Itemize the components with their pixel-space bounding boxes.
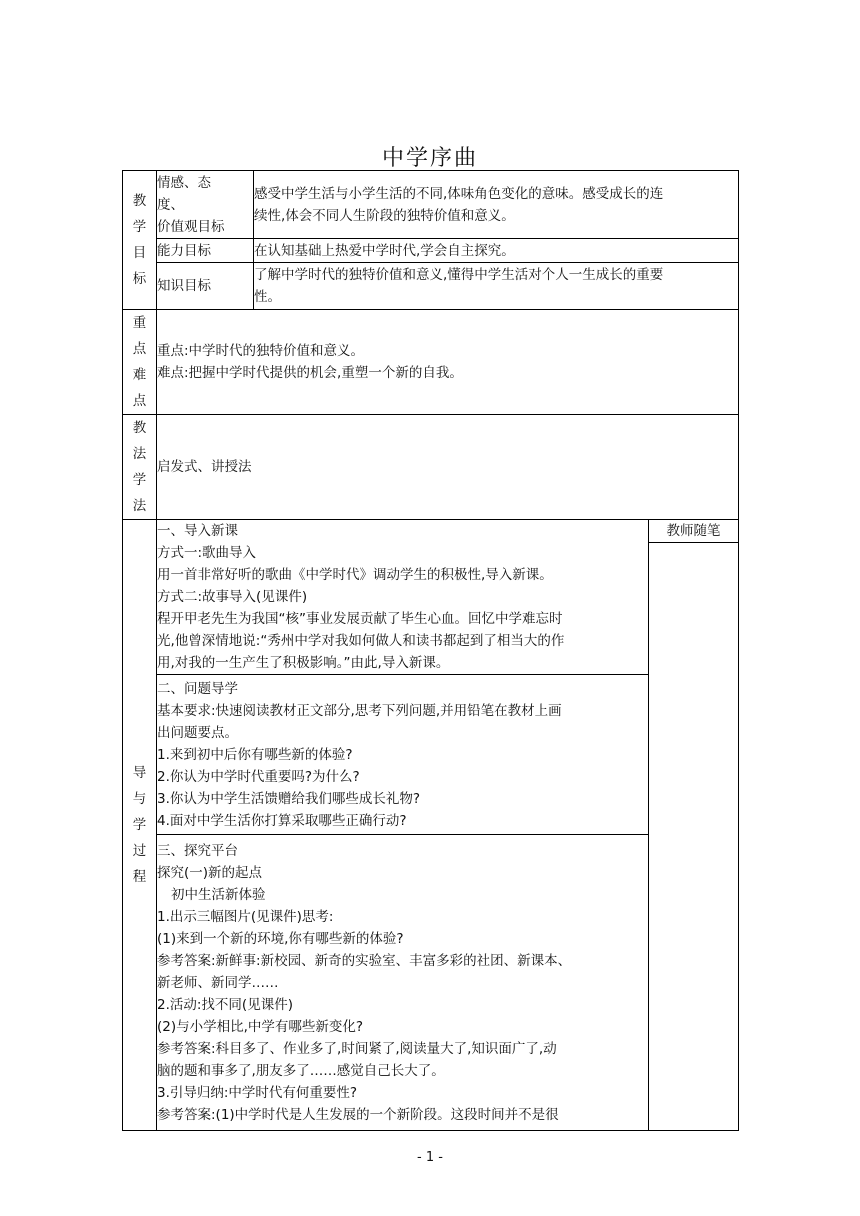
methods-text: 启发式、讲授法: [157, 415, 739, 520]
process-row-questions: [123, 675, 739, 835]
knowledge-goal-label: 知识目标: [157, 263, 254, 310]
teacher-notes-area: [649, 543, 739, 1131]
explore-section: 三、探究平台 探究(一)新的起点 初中生活新体验 1.出示三幅图片(见课件)思考: (1)来到一个新的环境,你有哪些新的体验? 参考答案:新鲜事:新校园、新奇的实验室、丰富多彩的社团、新课本、 新老师、新同学…… 2.活动:找不同(见课件) (2)与小学相比,中学有哪些新变化? 参考答案:科目多了、作业多了,时间紧了,阅读量大了,知识面广了,动 脑的题和事多了,朋友多了……感觉自己长大了。 3.引导归纳:中学时代有何重要性? 参考答案:(1)中学时代是人生发展的一个新阶段。这段时间并不是很: [157, 835, 649, 1131]
ability-goal-label: 能力目标: [157, 239, 254, 263]
teacher-notes-header: 教师随笔: [649, 520, 739, 543]
key-points-row: [123, 310, 739, 415]
knowledge-goal-text: 了解中学时代的独特价值和意义,懂得中学生活对个人一生成长的重要 性。: [254, 263, 739, 310]
key-points-label: 重 点 难 点: [123, 310, 157, 415]
document-title: 中学序曲: [381, 146, 478, 171]
goal-row-emotion: [123, 171, 739, 239]
process-label: 导 与 学 过 程: [123, 520, 157, 1131]
questions-section: 二、问题导学 基本要求:快速阅读教材正文部分,思考下列问题,并用铅笔在教材上画 出问题要点。 1.来到初中后你有哪些新的体验? 2.你认为中学时代重要吗?为什么? 3.你认为中学生活馈赠给我们哪些成长礼物? 4.面对中学生活你打算采取哪些正确行动?: [157, 675, 649, 835]
goal-row-knowledge: [123, 263, 739, 310]
lesson-plan-table: [122, 170, 739, 1131]
process-row-explore: [123, 835, 739, 1131]
key-points-text: 重点:中学时代的独特价值和意义。 难点:把握中学时代提供的机会,重塑一个新的自我。: [157, 310, 739, 415]
emotion-goal-label: 情感、态 度、 价值观目标: [157, 171, 254, 239]
process-row-intro-head: [123, 520, 739, 543]
methods-label: 教 法 学 法: [123, 415, 157, 520]
goals-label: 教 学 目 标: [123, 171, 157, 310]
page-number: - 1 -: [417, 1150, 443, 1165]
ability-goal-text: 在认知基础上热爱中学时代,学会自主探究。: [254, 239, 739, 263]
methods-row: [123, 415, 739, 520]
emotion-goal-text: 感受中学生活与小学生活的不同,体味角色变化的意味。感受成长的连 续性,体会不同人生阶段的独特价值和意义。: [254, 171, 739, 239]
intro-section: 一、导入新课 方式一:歌曲导入 用一首非常好听的歌曲《中学时代》调动学生的积极性,导入新课。 方式二:故事导入(见课件) 程开甲老先生为我国“核”事业发展贡献了毕生心血。回忆中学难忘时 光,他曾深情地说:“秀州中学对我如何做人和读书都起到了相当大的作 用,对我的一生产生了积极影响。”由此,导入新课。: [157, 520, 649, 675]
goal-row-ability: [123, 239, 739, 263]
